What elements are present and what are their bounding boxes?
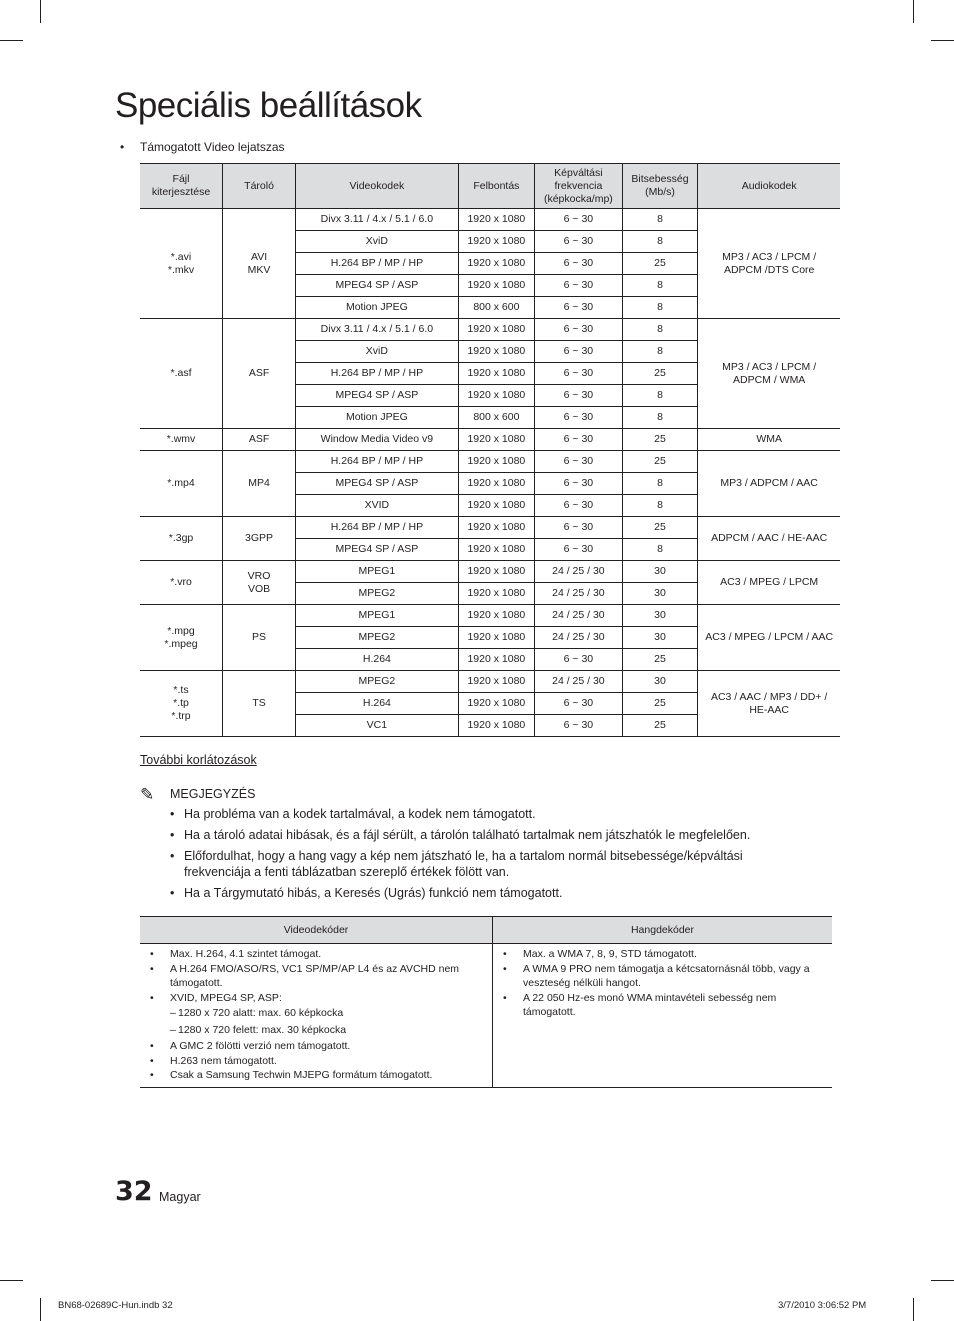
video-codec-cell: MPEG2	[296, 583, 459, 605]
bitrate-cell: 30	[622, 627, 698, 649]
bitrate-cell: 8	[622, 275, 698, 297]
frame-rate-cell: 6 ~ 30	[535, 297, 623, 319]
header-bitrate: Bitsebesség (Mb/s)	[622, 164, 698, 209]
container-cell: TS	[223, 671, 296, 737]
table-row	[140, 429, 840, 451]
page-title: Speciális beállítások	[115, 86, 422, 125]
decoder-item: • H.263 nem támogatott.	[148, 1054, 488, 1069]
page-number: 32	[115, 1176, 153, 1207]
frame-rate-cell: 6 ~ 30	[535, 407, 623, 429]
decoder-item: • A GMC 2 fölötti verzió nem támogatott.	[148, 1039, 488, 1054]
page-language: Magyar	[159, 1190, 201, 1204]
file-extension-cell: *.ts *.tp *.trp	[140, 671, 223, 737]
frame-rate-cell: 6 ~ 30	[535, 473, 623, 495]
container-cell: 3GPP	[223, 517, 296, 561]
video-decoder-header: Videodekóder	[140, 917, 493, 944]
header-file-extension: Fájl kiterjesztése	[140, 164, 223, 209]
resolution-cell: 800 x 600	[458, 407, 534, 429]
frame-rate-cell: 6 ~ 30	[535, 231, 623, 253]
frame-rate-cell: 6 ~ 30	[535, 649, 623, 671]
note-item: • Ha a tároló adatai hibásak, és a fájl sérült, a tárolón található tartalmak nem játszhatók le megfelelően.	[170, 827, 810, 843]
decoder-item: • Max. a WMA 7, 8, 9, STD támogatott.	[501, 947, 828, 962]
frame-rate-cell: 6 ~ 30	[535, 715, 623, 737]
audio-codec-cell: AC3 / MPEG / LPCM	[698, 561, 840, 605]
video-codec-cell: Window Media Video v9	[296, 429, 459, 451]
crop-mark	[931, 1280, 954, 1281]
decoder-item: • A 22 050 Hz-es monó WMA mintavételi sebesség nem támogatott.	[501, 991, 828, 1020]
audio-codec-cell: WMA	[698, 429, 840, 451]
note-item: • Ha probléma van a kodek tartalmával, a kodek nem támogatott.	[170, 806, 810, 822]
video-codec-cell: MPEG4 SP / ASP	[296, 275, 459, 297]
resolution-cell: 1920 x 1080	[458, 429, 534, 451]
decoder-sub-item: – 1280 x 720 alatt: max. 60 képkocka	[148, 1005, 488, 1022]
header-video-codec: Videokodek	[296, 164, 459, 209]
bitrate-cell: 8	[622, 319, 698, 341]
resolution-cell: 800 x 600	[458, 297, 534, 319]
bitrate-cell: 25	[622, 429, 698, 451]
note-item: • Ha a Tárgymutató hibás, a Keresés (Ugrás) funkció nem támogatott.	[170, 885, 810, 901]
bitrate-cell: 8	[622, 231, 698, 253]
crop-mark	[40, 1298, 41, 1321]
decoder-item: • A H.264 FMO/ASO/RS, VC1 SP/MP/AP L4 és az AVCHD nem támogatott.	[148, 962, 488, 991]
resolution-cell: 1920 x 1080	[458, 495, 534, 517]
resolution-cell: 1920 x 1080	[458, 539, 534, 561]
file-extension-cell: *.vro	[140, 561, 223, 605]
container-cell: VRO VOB	[223, 561, 296, 605]
file-extension-cell: *.mp4	[140, 451, 223, 517]
audio-decoder-list	[501, 947, 828, 1020]
crop-mark	[0, 1280, 23, 1281]
file-extension-cell: *.wmv	[140, 429, 223, 451]
bitrate-cell: 25	[622, 649, 698, 671]
bitrate-cell: 25	[622, 253, 698, 275]
frame-rate-cell: 6 ~ 30	[535, 363, 623, 385]
frame-rate-cell: 6 ~ 30	[535, 253, 623, 275]
bitrate-cell: 8	[622, 385, 698, 407]
video-codec-cell: H.264 BP / MP / HP	[296, 363, 459, 385]
frame-rate-cell: 24 / 25 / 30	[535, 561, 623, 583]
container-cell: ASF	[223, 429, 296, 451]
pencil-note-icon: ✎	[140, 785, 155, 804]
bitrate-cell: 25	[622, 517, 698, 539]
video-codec-cell: MPEG4 SP / ASP	[296, 385, 459, 407]
resolution-cell: 1920 x 1080	[458, 363, 534, 385]
table-row	[140, 209, 840, 231]
frame-rate-cell: 6 ~ 30	[535, 341, 623, 363]
bitrate-cell: 8	[622, 495, 698, 517]
resolution-cell: 1920 x 1080	[458, 627, 534, 649]
frame-rate-cell: 24 / 25 / 30	[535, 583, 623, 605]
video-codec-cell: H.264 BP / MP / HP	[296, 517, 459, 539]
video-codec-cell: MPEG2	[296, 627, 459, 649]
audio-codec-cell: MP3 / ADPCM / AAC	[698, 451, 840, 517]
frame-rate-cell: 6 ~ 30	[535, 319, 623, 341]
video-codec-cell: MPEG4 SP / ASP	[296, 539, 459, 561]
resolution-cell: 1920 x 1080	[458, 253, 534, 275]
header-resolution: Felbontás	[458, 164, 534, 209]
resolution-cell: 1920 x 1080	[458, 583, 534, 605]
bitrate-cell: 30	[622, 561, 698, 583]
table-row	[140, 319, 840, 341]
bitrate-cell: 30	[622, 583, 698, 605]
video-codec-cell: XVID	[296, 495, 459, 517]
frame-rate-cell: 6 ~ 30	[535, 275, 623, 297]
resolution-cell: 1920 x 1080	[458, 561, 534, 583]
decoder-table	[140, 916, 832, 1088]
decoder-item: • Max. H.264, 4.1 szintet támogat.	[148, 947, 488, 962]
crop-mark	[0, 40, 23, 41]
frame-rate-cell: 6 ~ 30	[535, 539, 623, 561]
header-frame-rate: Képváltási frekvencia (képkocka/mp)	[535, 164, 623, 209]
video-codec-cell: Divx 3.11 / 4.x / 5.1 / 6.0	[296, 209, 459, 231]
frame-rate-cell: 6 ~ 30	[535, 495, 623, 517]
audio-codec-cell: MP3 / AC3 / LPCM / ADPCM / WMA	[698, 319, 840, 429]
video-codec-cell: XviD	[296, 231, 459, 253]
resolution-cell: 1920 x 1080	[458, 671, 534, 693]
bitrate-cell: 8	[622, 209, 698, 231]
decoder-item: • XVID, MPEG4 SP, ASP:	[148, 991, 488, 1006]
frame-rate-cell: 6 ~ 30	[535, 209, 623, 231]
file-extension-cell: *.asf	[140, 319, 223, 429]
decoder-content-row	[140, 944, 832, 1088]
file-extension-cell: *.3gp	[140, 517, 223, 561]
resolution-cell: 1920 x 1080	[458, 715, 534, 737]
note-header	[140, 783, 255, 803]
bitrate-cell: 8	[622, 341, 698, 363]
bitrate-cell: 30	[622, 671, 698, 693]
frame-rate-cell: 24 / 25 / 30	[535, 605, 623, 627]
video-codec-cell: H.264	[296, 693, 459, 715]
resolution-cell: 1920 x 1080	[458, 385, 534, 407]
video-decoder-cell	[140, 944, 493, 1088]
crop-mark	[931, 40, 954, 41]
header-audio-codec: Audiokodek	[698, 164, 840, 209]
container-cell: ASF	[223, 319, 296, 429]
bitrate-cell: 8	[622, 297, 698, 319]
crop-mark	[913, 1298, 914, 1321]
frame-rate-cell: 6 ~ 30	[535, 693, 623, 715]
supported-formats-table	[140, 163, 840, 737]
frame-rate-cell: 6 ~ 30	[535, 385, 623, 407]
container-cell: PS	[223, 605, 296, 671]
video-codec-cell: MPEG4 SP / ASP	[296, 473, 459, 495]
container-cell: AVI MKV	[223, 209, 296, 319]
container-cell: MP4	[223, 451, 296, 517]
bitrate-cell: 25	[622, 693, 698, 715]
resolution-cell: 1920 x 1080	[458, 275, 534, 297]
resolution-cell: 1920 x 1080	[458, 517, 534, 539]
bullet-dot: •	[120, 140, 125, 154]
resolution-cell: 1920 x 1080	[458, 473, 534, 495]
audio-codec-cell: AC3 / AAC / MP3 / DD+ / HE-AAC	[698, 671, 840, 737]
bitrate-cell: 25	[622, 363, 698, 385]
crop-mark	[40, 0, 41, 23]
bitrate-cell: 8	[622, 407, 698, 429]
footer-file-info: BN68-02689C-Hun.indb 32	[58, 1300, 173, 1311]
audio-codec-cell: MP3 / AC3 / LPCM / ADPCM /DTS Core	[698, 209, 840, 319]
note-item: • Előfordulhat, hogy a hang vagy a kép nem játszható le, ha a tartalom normál bitsebessége/képváltási frekvenciája a fenti táblázatban szereplő értékek fölött van.	[170, 848, 810, 880]
bitrate-cell: 30	[622, 605, 698, 627]
audio-codec-cell: AC3 / MPEG / LPCM / AAC	[698, 605, 840, 671]
restriction-notes-list	[170, 806, 810, 906]
restrictions-heading: További korlátozások	[140, 753, 257, 767]
decoder-sub-item: – 1280 x 720 felett: max. 30 képkocka	[148, 1022, 488, 1039]
video-codec-cell: MPEG1	[296, 561, 459, 583]
bitrate-cell: 8	[622, 473, 698, 495]
table-row	[140, 451, 840, 473]
footer-timestamp: 3/7/2010 3:06:52 PM	[778, 1300, 867, 1311]
crop-mark	[913, 0, 914, 23]
video-decoder-list	[148, 947, 488, 1083]
video-codec-cell: H.264 BP / MP / HP	[296, 253, 459, 275]
resolution-cell: 1920 x 1080	[458, 605, 534, 627]
audio-decoder-header: Hangdekóder	[493, 917, 833, 944]
resolution-cell: 1920 x 1080	[458, 341, 534, 363]
resolution-cell: 1920 x 1080	[458, 209, 534, 231]
resolution-cell: 1920 x 1080	[458, 693, 534, 715]
bitrate-cell: 25	[622, 451, 698, 473]
note-label: MEGJEGYZÉS	[170, 787, 256, 801]
video-codec-cell: XviD	[296, 341, 459, 363]
video-codec-cell: Motion JPEG	[296, 407, 459, 429]
decoder-header-row	[140, 917, 832, 944]
frame-rate-cell: 24 / 25 / 30	[535, 627, 623, 649]
video-codec-cell: MPEG1	[296, 605, 459, 627]
file-extension-cell: *.avi *.mkv	[140, 209, 223, 319]
table-header-row	[140, 164, 840, 209]
table-row	[140, 517, 840, 539]
video-codec-cell: MPEG2	[296, 671, 459, 693]
bitrate-cell: 25	[622, 715, 698, 737]
bitrate-cell: 8	[622, 539, 698, 561]
frame-rate-cell: 6 ~ 30	[535, 517, 623, 539]
audio-codec-cell: ADPCM / AAC / HE-AAC	[698, 517, 840, 561]
video-codec-cell: Motion JPEG	[296, 297, 459, 319]
resolution-cell: 1920 x 1080	[458, 649, 534, 671]
frame-rate-cell: 6 ~ 30	[535, 451, 623, 473]
table-row	[140, 605, 840, 627]
resolution-cell: 1920 x 1080	[458, 231, 534, 253]
video-codec-cell: H.264	[296, 649, 459, 671]
resolution-cell: 1920 x 1080	[458, 451, 534, 473]
video-codec-cell: VC1	[296, 715, 459, 737]
decoder-item: • Csak a Samsung Techwin MJEPG formátum támogatott.	[148, 1068, 488, 1083]
header-container: Tároló	[223, 164, 296, 209]
frame-rate-cell: 24 / 25 / 30	[535, 671, 623, 693]
section-bullet-text: Támogatott Video lejatszas	[140, 140, 285, 154]
video-codec-cell: Divx 3.11 / 4.x / 5.1 / 6.0	[296, 319, 459, 341]
audio-decoder-cell	[493, 944, 833, 1088]
video-codec-cell: H.264 BP / MP / HP	[296, 451, 459, 473]
table-row	[140, 561, 840, 583]
section-bullet	[120, 140, 285, 154]
frame-rate-cell: 6 ~ 30	[535, 429, 623, 451]
decoder-item: • A WMA 9 PRO nem támogatja a kétcsatornásnál több, vagy a veszteség nélküli hangot.	[501, 962, 828, 991]
file-extension-cell: *.mpg *.mpeg	[140, 605, 223, 671]
resolution-cell: 1920 x 1080	[458, 319, 534, 341]
table-row	[140, 671, 840, 693]
